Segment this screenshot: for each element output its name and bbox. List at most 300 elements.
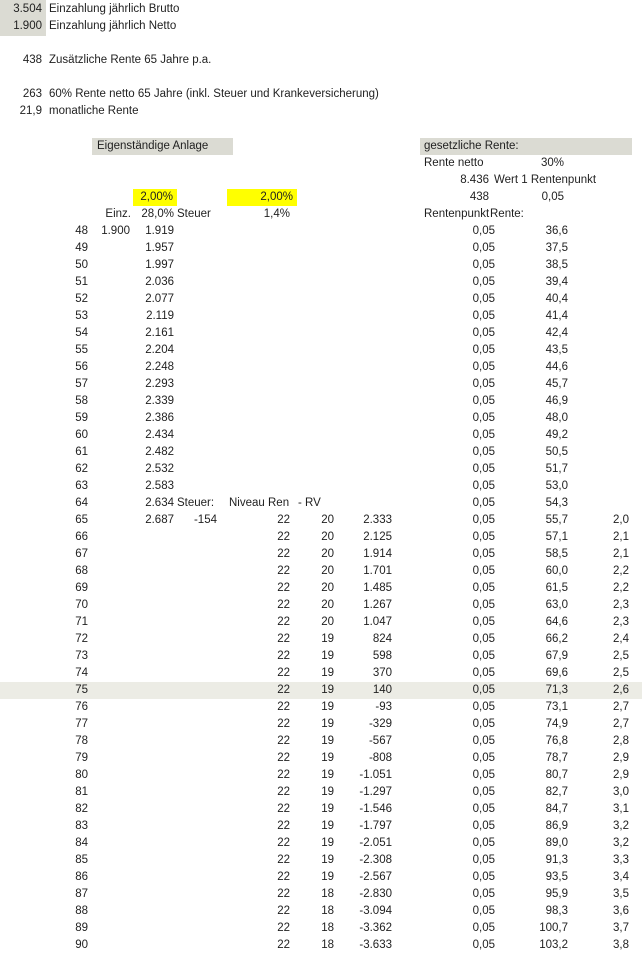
table-cell[interactable]: 60 — [75, 429, 88, 441]
table-row — [0, 257, 642, 274]
table-cell[interactable]: 0,05 — [472, 531, 495, 543]
zusatzrente-label: Zusätzliche Rente 65 Jahre p.a. — [49, 54, 212, 66]
table-cell[interactable]: 59 — [75, 412, 88, 424]
table-cell[interactable]: 3,7 — [613, 922, 629, 934]
table-cell[interactable]: 82,7 — [545, 786, 568, 798]
table-cell[interactable]: -329 — [368, 718, 392, 730]
table-cell[interactable]: 19 — [321, 735, 334, 747]
table-cell[interactable]: 3,6 — [613, 905, 629, 917]
table-cell[interactable]: 0,05 — [472, 463, 495, 475]
table-cell[interactable]: -808 — [368, 752, 392, 764]
left-section-title[interactable]: Eigenständige Anlage — [92, 138, 233, 155]
table-cell[interactable]: 22 — [277, 701, 290, 713]
table-cell[interactable]: 20 — [321, 599, 334, 611]
table-cell[interactable]: 73 — [75, 650, 88, 662]
table-cell[interactable]: 40,4 — [545, 293, 568, 305]
table-cell[interactable]: 0,05 — [472, 871, 495, 883]
brutto-label: Einzahlung jährlich Brutto — [49, 3, 180, 15]
table-cell[interactable]: 44,6 — [545, 361, 568, 373]
table-cell[interactable]: 54,3 — [545, 497, 568, 509]
table-cell[interactable]: 19 — [321, 820, 334, 832]
table-cell[interactable]: 19 — [321, 701, 334, 713]
table-cell[interactable]: 18 — [321, 888, 334, 900]
table-cell[interactable]: 1.267 — [363, 599, 392, 611]
table-cell[interactable]: 19 — [321, 633, 334, 645]
table-cell[interactable]: 1.900 — [101, 225, 130, 237]
table-cell[interactable]: 2.583 — [145, 480, 174, 492]
table-row — [0, 631, 642, 648]
table-cell[interactable]: 48 — [75, 225, 88, 237]
punkt-factor[interactable]: 0,05 — [541, 191, 564, 203]
table-cell[interactable]: 45,7 — [545, 378, 568, 390]
table-cell[interactable]: 0,05 — [472, 820, 495, 832]
table-cell[interactable]: 22 — [277, 548, 290, 560]
table-row — [0, 376, 642, 393]
table-cell[interactable]: 65 — [75, 514, 88, 526]
right-section-title[interactable]: gesetzliche Rente: — [420, 138, 632, 155]
rente60-value[interactable]: 263 — [22, 88, 42, 100]
table-cell[interactable]: 22 — [277, 871, 290, 883]
table-cell[interactable]: 0,05 — [472, 786, 495, 798]
table-cell[interactable]: 71 — [75, 616, 88, 628]
wert-rentenpunkt-value[interactable]: 8.436 — [460, 174, 489, 186]
table-row — [0, 665, 642, 682]
table-row — [0, 920, 642, 937]
table-cell[interactable]: 22 — [277, 837, 290, 849]
table-cell[interactable]: 1.701 — [363, 565, 392, 577]
table-cell[interactable]: 22 — [277, 667, 290, 679]
table-cell[interactable]: 61 — [75, 446, 88, 458]
table-cell[interactable]: 76,8 — [545, 735, 568, 747]
table-cell[interactable]: 1.957 — [145, 242, 174, 254]
table-cell[interactable]: 103,2 — [539, 939, 568, 951]
table-cell[interactable]: 51,7 — [545, 463, 568, 475]
table-cell[interactable]: 2.077 — [145, 293, 174, 305]
table-cell[interactable]: 49 — [75, 242, 88, 254]
table-cell[interactable]: 18 — [321, 905, 334, 917]
table-cell[interactable]: 2.634 — [145, 497, 174, 509]
table-cell[interactable]: 56 — [75, 361, 88, 373]
table-cell[interactable]: 71,3 — [545, 684, 568, 696]
table-cell[interactable]: 0,05 — [472, 344, 495, 356]
table-cell[interactable]: 0,05 — [472, 735, 495, 747]
table-cell[interactable]: 20 — [321, 565, 334, 577]
table-cell[interactable]: 88 — [75, 905, 88, 917]
table-cell[interactable]: 90 — [75, 939, 88, 951]
table-cell[interactable]: -93 — [375, 701, 392, 713]
table-cell[interactable]: 70 — [75, 599, 88, 611]
table-cell[interactable]: 2,7 — [613, 718, 629, 730]
table-cell[interactable]: 58,5 — [545, 548, 568, 560]
table-cell[interactable]: -2.051 — [359, 837, 392, 849]
monatsrente-label: monatliche Rente — [49, 105, 139, 117]
wert-rentenpunkt-label: Wert 1 Rentenpunkt — [494, 174, 597, 186]
table-cell[interactable]: 81 — [75, 786, 88, 798]
table-cell[interactable]: 83 — [75, 820, 88, 832]
table-cell[interactable]: 0,05 — [472, 667, 495, 679]
table-cell[interactable]: 2,7 — [613, 701, 629, 713]
table-cell[interactable]: 2,2 — [613, 582, 629, 594]
table-cell[interactable]: 67,9 — [545, 650, 568, 662]
table-cell[interactable]: 22 — [277, 922, 290, 934]
table-cell[interactable]: 19 — [321, 667, 334, 679]
table-cell[interactable]: 18 — [321, 939, 334, 951]
table-cell[interactable]: 19 — [321, 769, 334, 781]
table-cell[interactable]: 3,0 — [613, 786, 629, 798]
table-row — [0, 580, 642, 597]
table-cell[interactable]: 66 — [75, 531, 88, 543]
table-cell[interactable]: 86 — [75, 871, 88, 883]
table-cell[interactable]: 69,6 — [545, 667, 568, 679]
table-cell[interactable]: 0,05 — [472, 429, 495, 441]
table-cell[interactable]: 0,05 — [472, 225, 495, 237]
table-cell[interactable]: 62 — [75, 463, 88, 475]
table-cell[interactable]: 0,05 — [472, 684, 495, 696]
table-cell[interactable]: 89 — [75, 922, 88, 934]
table-cell[interactable]: 19 — [321, 803, 334, 815]
table-cell[interactable]: 22 — [277, 684, 290, 696]
table-cell[interactable]: 46,9 — [545, 395, 568, 407]
rente-netto-value[interactable]: 30% — [540, 157, 564, 169]
table-cell[interactable]: 38,5 — [545, 259, 568, 271]
table-cell[interactable]: 53,0 — [545, 480, 568, 492]
table-cell[interactable]: 2.204 — [145, 344, 174, 356]
table-cell[interactable]: 2.119 — [146, 310, 174, 322]
table-cell[interactable]: 84 — [75, 837, 88, 849]
table-cell[interactable]: 48,0 — [545, 412, 568, 424]
table-cell[interactable]: 22 — [277, 616, 290, 628]
table-cell[interactable]: 2,5 — [613, 650, 629, 662]
table-cell[interactable]: 61,5 — [545, 582, 568, 594]
table-cell[interactable]: 19 — [321, 752, 334, 764]
table-cell[interactable]: 22 — [277, 905, 290, 917]
table-cell[interactable]: 2.293 — [145, 378, 174, 390]
table-cell[interactable]: 73,1 — [545, 701, 568, 713]
table-cell[interactable]: 74,9 — [545, 718, 568, 730]
table-cell[interactable]: 0,05 — [472, 259, 495, 271]
table-cell[interactable]: 0,05 — [472, 633, 495, 645]
table-cell[interactable]: 2,8 — [613, 735, 629, 747]
table-cell[interactable]: 22 — [277, 888, 290, 900]
table-cell[interactable]: -567 — [368, 735, 392, 747]
table-cell[interactable]: 140 — [372, 684, 392, 696]
table-cell[interactable]: 0,05 — [472, 446, 495, 458]
table-cell[interactable]: -1.297 — [359, 786, 392, 798]
table-cell[interactable]: 2.482 — [145, 446, 174, 458]
table-row — [0, 563, 642, 580]
table-cell[interactable]: 0,05 — [472, 599, 495, 611]
table-cell[interactable]: 20 — [321, 531, 334, 543]
table-cell[interactable]: 22 — [277, 531, 290, 543]
table-cell[interactable]: 2,9 — [613, 769, 629, 781]
table-cell[interactable]: 22 — [277, 650, 290, 662]
table-cell[interactable]: 0,05 — [472, 310, 495, 322]
table-row — [0, 444, 642, 461]
table-cell[interactable]: -2.308 — [359, 854, 392, 866]
table-cell[interactable]: 1.485 — [363, 582, 392, 594]
table-cell[interactable]: 2.161 — [145, 327, 174, 339]
table-cell[interactable]: 1.919 — [145, 225, 174, 237]
table-cell[interactable]: 19 — [321, 786, 334, 798]
table-cell[interactable]: 37,5 — [545, 242, 568, 254]
table-row — [0, 801, 642, 818]
table-row — [0, 784, 642, 801]
table-cell[interactable]: 0,05 — [472, 718, 495, 730]
table-cell[interactable]: 22 — [277, 514, 290, 526]
table-cell[interactable]: 19 — [321, 837, 334, 849]
table-cell[interactable]: 60,0 — [545, 565, 568, 577]
table-cell[interactable]: 43,5 — [545, 344, 568, 356]
table-cell[interactable]: 86,9 — [545, 820, 568, 832]
table-cell[interactable]: 39,4 — [545, 276, 568, 288]
table-row — [0, 512, 642, 529]
table-cell[interactable]: 0,05 — [472, 327, 495, 339]
table-cell[interactable]: 2,0 — [613, 514, 629, 526]
table-row — [0, 767, 642, 784]
table-row — [0, 546, 642, 563]
rente60-label: 60% Rente netto 65 Jahre (inkl. Steuer und Krankeversicherung) — [49, 88, 379, 100]
table-cell[interactable]: 0,05 — [472, 582, 495, 594]
table-cell[interactable]: 20 — [321, 548, 334, 560]
table-cell[interactable]: -1.546 — [359, 803, 392, 815]
table-cell[interactable]: 370 — [372, 667, 392, 679]
table-cell[interactable]: 98,3 — [545, 905, 568, 917]
table-cell[interactable]: 80 — [75, 769, 88, 781]
table-cell[interactable]: -3.094 — [359, 905, 392, 917]
table-cell[interactable]: 84,7 — [545, 803, 568, 815]
table-cell[interactable]: 2.434 — [145, 429, 174, 441]
table-cell[interactable]: 22 — [277, 820, 290, 832]
table-cell[interactable]: 0,05 — [472, 769, 495, 781]
table-cell[interactable]: 93,5 — [545, 871, 568, 883]
table-cell[interactable]: 22 — [277, 599, 290, 611]
table-cell[interactable]: 0,05 — [472, 854, 495, 866]
table-cell[interactable]: 0,05 — [472, 803, 495, 815]
table-cell[interactable]: 22 — [277, 854, 290, 866]
table-cell[interactable]: 0,05 — [472, 888, 495, 900]
table-cell[interactable]: 78,7 — [545, 752, 568, 764]
table-cell[interactable]: 0,05 — [472, 922, 495, 934]
table-row — [0, 597, 642, 614]
table-cell[interactable]: 0,05 — [472, 701, 495, 713]
tax-rate-value[interactable]: 28,0% — [141, 208, 174, 220]
table-cell[interactable]: 49,2 — [545, 429, 568, 441]
table-cell[interactable]: 2,5 — [613, 667, 629, 679]
table-cell[interactable]: 2,2 — [613, 565, 629, 577]
table-cell[interactable]: 19 — [321, 718, 334, 730]
table-cell[interactable]: 2.339 — [145, 395, 174, 407]
table-cell[interactable]: 22 — [277, 752, 290, 764]
table-row — [0, 393, 642, 410]
table-cell[interactable]: 0,05 — [472, 480, 495, 492]
monatsrente-value[interactable]: 21,9 — [19, 105, 42, 117]
table-cell[interactable]: -2.830 — [359, 888, 392, 900]
table-cell[interactable]: -3.633 — [359, 939, 392, 951]
table-cell[interactable]: 22 — [277, 769, 290, 781]
table-cell[interactable]: 2,3 — [613, 599, 629, 611]
table-cell[interactable]: 50 — [75, 259, 88, 271]
rate-value-2[interactable]: 2,00% — [260, 191, 293, 203]
table-cell[interactable]: 22 — [277, 582, 290, 594]
table-cell[interactable]: 91,3 — [545, 854, 568, 866]
table-cell[interactable]: 72 — [75, 633, 88, 645]
table-cell[interactable]: 52 — [75, 293, 88, 305]
table-cell[interactable]: 20 — [321, 582, 334, 594]
fee-rate-value[interactable]: 1,4% — [263, 208, 290, 220]
table-cell[interactable]: 2.333 — [363, 514, 392, 526]
table-cell[interactable]: 3,8 — [613, 939, 629, 951]
table-cell[interactable]: 2,9 — [613, 752, 629, 764]
table-cell[interactable]: 87 — [75, 888, 88, 900]
table-cell[interactable]: 51 — [75, 276, 88, 288]
table-cell[interactable]: 79 — [75, 752, 88, 764]
table-cell[interactable]: 76 — [75, 701, 88, 713]
table-cell[interactable]: 0,05 — [472, 565, 495, 577]
table-cell[interactable]: 0,05 — [472, 837, 495, 849]
table-cell[interactable]: 19 — [321, 684, 334, 696]
table-cell[interactable]: 63 — [75, 480, 88, 492]
table-cell[interactable]: 80,7 — [545, 769, 568, 781]
table-cell[interactable]: 66,2 — [545, 633, 568, 645]
table-cell[interactable]: 3,3 — [613, 854, 629, 866]
table-cell[interactable]: 22 — [277, 939, 290, 951]
table-cell[interactable]: 0,05 — [472, 276, 495, 288]
table-row — [0, 427, 642, 444]
table-row — [0, 529, 642, 546]
table-cell[interactable]: 3,5 — [613, 888, 629, 900]
table-cell[interactable]: 1.047 — [363, 616, 392, 628]
rate-value-1[interactable]: 2,00% — [140, 191, 173, 203]
table-cell[interactable]: -1.797 — [359, 820, 392, 832]
table-cell[interactable]: 20 — [321, 616, 334, 628]
table-cell[interactable]: 2.248 — [145, 361, 174, 373]
table-cell[interactable]: 1.997 — [145, 259, 174, 271]
table-cell[interactable]: 2,4 — [613, 633, 629, 645]
table-cell[interactable]: 58 — [75, 395, 88, 407]
zusatzrente-value[interactable]: 438 — [22, 54, 42, 66]
table-cell[interactable]: 19 — [321, 854, 334, 866]
table-cell[interactable]: 74 — [75, 667, 88, 679]
table-cell[interactable]: 0,05 — [472, 514, 495, 526]
table-cell[interactable]: 55,7 — [545, 514, 568, 526]
table-cell[interactable]: 41,4 — [545, 310, 568, 322]
table-cell[interactable]: 0,05 — [472, 242, 495, 254]
table-cell[interactable]: 0,05 — [472, 395, 495, 407]
table-cell[interactable]: 2,1 — [613, 531, 629, 543]
netto-label: Einzahlung jährlich Netto — [49, 20, 177, 32]
rentenpunkt-label: Rentenpunkt — [424, 208, 490, 220]
table-cell[interactable]: 54 — [75, 327, 88, 339]
table-cell[interactable]: 57,1 — [545, 531, 568, 543]
table-cell[interactable]: 3,2 — [613, 820, 629, 832]
table-cell[interactable]: 68 — [75, 565, 88, 577]
table-row — [0, 937, 642, 954]
table-cell[interactable]: 77 — [75, 718, 88, 730]
table-cell[interactable]: 824 — [372, 633, 392, 645]
table-cell[interactable]: 20 — [321, 514, 334, 526]
table-cell[interactable]: 22 — [277, 735, 290, 747]
table-cell[interactable]: 2,1 — [613, 548, 629, 560]
niveau-ren-header: Niveau Ren — [229, 497, 290, 509]
table-cell[interactable]: 1.914 — [363, 548, 392, 560]
table-row — [0, 342, 642, 359]
table-cell[interactable]: 50,5 — [545, 446, 568, 458]
table-cell[interactable]: 22 — [277, 786, 290, 798]
table-cell[interactable]: 22 — [277, 803, 290, 815]
table-cell[interactable]: 19 — [321, 871, 334, 883]
rente-netto-label: Rente netto — [424, 157, 484, 169]
table-cell[interactable]: 0,05 — [472, 616, 495, 628]
table-cell[interactable]: 0,05 — [472, 412, 495, 424]
table-cell[interactable]: 2.687 — [145, 514, 174, 526]
table-cell[interactable]: 82 — [75, 803, 88, 815]
table-cell[interactable]: 0,05 — [472, 548, 495, 560]
table-cell[interactable]: 2.036 — [145, 276, 174, 288]
table-cell[interactable]: 2,3 — [613, 616, 629, 628]
table-cell[interactable]: 22 — [277, 718, 290, 730]
table-cell[interactable]: -2.567 — [359, 871, 392, 883]
table-cell[interactable]: 63,0 — [545, 599, 568, 611]
punkt-value[interactable]: 438 — [469, 191, 489, 203]
table-row — [0, 274, 642, 291]
table-cell[interactable]: -154 — [193, 514, 217, 526]
table-cell[interactable]: 19 — [321, 650, 334, 662]
table-cell[interactable]: 0,05 — [472, 361, 495, 373]
table-cell[interactable]: 3,1 — [613, 803, 629, 815]
table-cell[interactable]: 95,9 — [545, 888, 568, 900]
table-cell[interactable]: 85 — [75, 854, 88, 866]
table-cell[interactable]: 3,2 — [613, 837, 629, 849]
table-cell[interactable]: -1.051 — [359, 769, 392, 781]
table-cell[interactable]: 67 — [75, 548, 88, 560]
table-cell[interactable]: 75 — [75, 684, 88, 696]
table-cell[interactable]: 69 — [75, 582, 88, 594]
table-cell[interactable]: 2.125 — [363, 531, 392, 543]
table-cell[interactable]: 0,05 — [472, 905, 495, 917]
table-cell[interactable]: 3,4 — [613, 871, 629, 883]
table-row — [0, 495, 642, 512]
table-cell[interactable]: 0,05 — [472, 752, 495, 764]
table-cell[interactable]: 0,05 — [472, 378, 495, 390]
table-cell[interactable]: 2,6 — [613, 684, 629, 696]
table-cell[interactable]: 78 — [75, 735, 88, 747]
table-cell[interactable]: 53 — [75, 310, 88, 322]
table-cell[interactable]: 100,7 — [539, 922, 568, 934]
table-cell[interactable]: 64,6 — [545, 616, 568, 628]
table-cell[interactable]: 36,6 — [545, 225, 568, 237]
table-cell[interactable]: 2.532 — [145, 463, 174, 475]
table-cell[interactable]: 57 — [75, 378, 88, 390]
table-cell[interactable]: 42,4 — [545, 327, 568, 339]
table-cell[interactable]: 0,05 — [472, 293, 495, 305]
table-cell[interactable]: 0,05 — [472, 497, 495, 509]
table-cell[interactable]: 18 — [321, 922, 334, 934]
table-cell[interactable]: 64 — [75, 497, 88, 509]
table-cell[interactable]: -3.362 — [359, 922, 392, 934]
table-cell[interactable]: 0,05 — [472, 939, 495, 951]
table-cell[interactable]: 55 — [75, 344, 88, 356]
table-row-highlighted — [0, 682, 642, 699]
table-cell[interactable]: 2.386 — [145, 412, 174, 424]
table-cell[interactable]: 89,0 — [545, 837, 568, 849]
netto-value[interactable]: 1.900 — [13, 20, 42, 32]
table-cell[interactable]: 22 — [277, 565, 290, 577]
table-cell[interactable]: 598 — [372, 650, 392, 662]
table-cell[interactable]: 0,05 — [472, 650, 495, 662]
brutto-value[interactable]: 3.504 — [13, 3, 42, 15]
table-cell[interactable]: 22 — [277, 633, 290, 645]
table-row — [0, 410, 642, 427]
